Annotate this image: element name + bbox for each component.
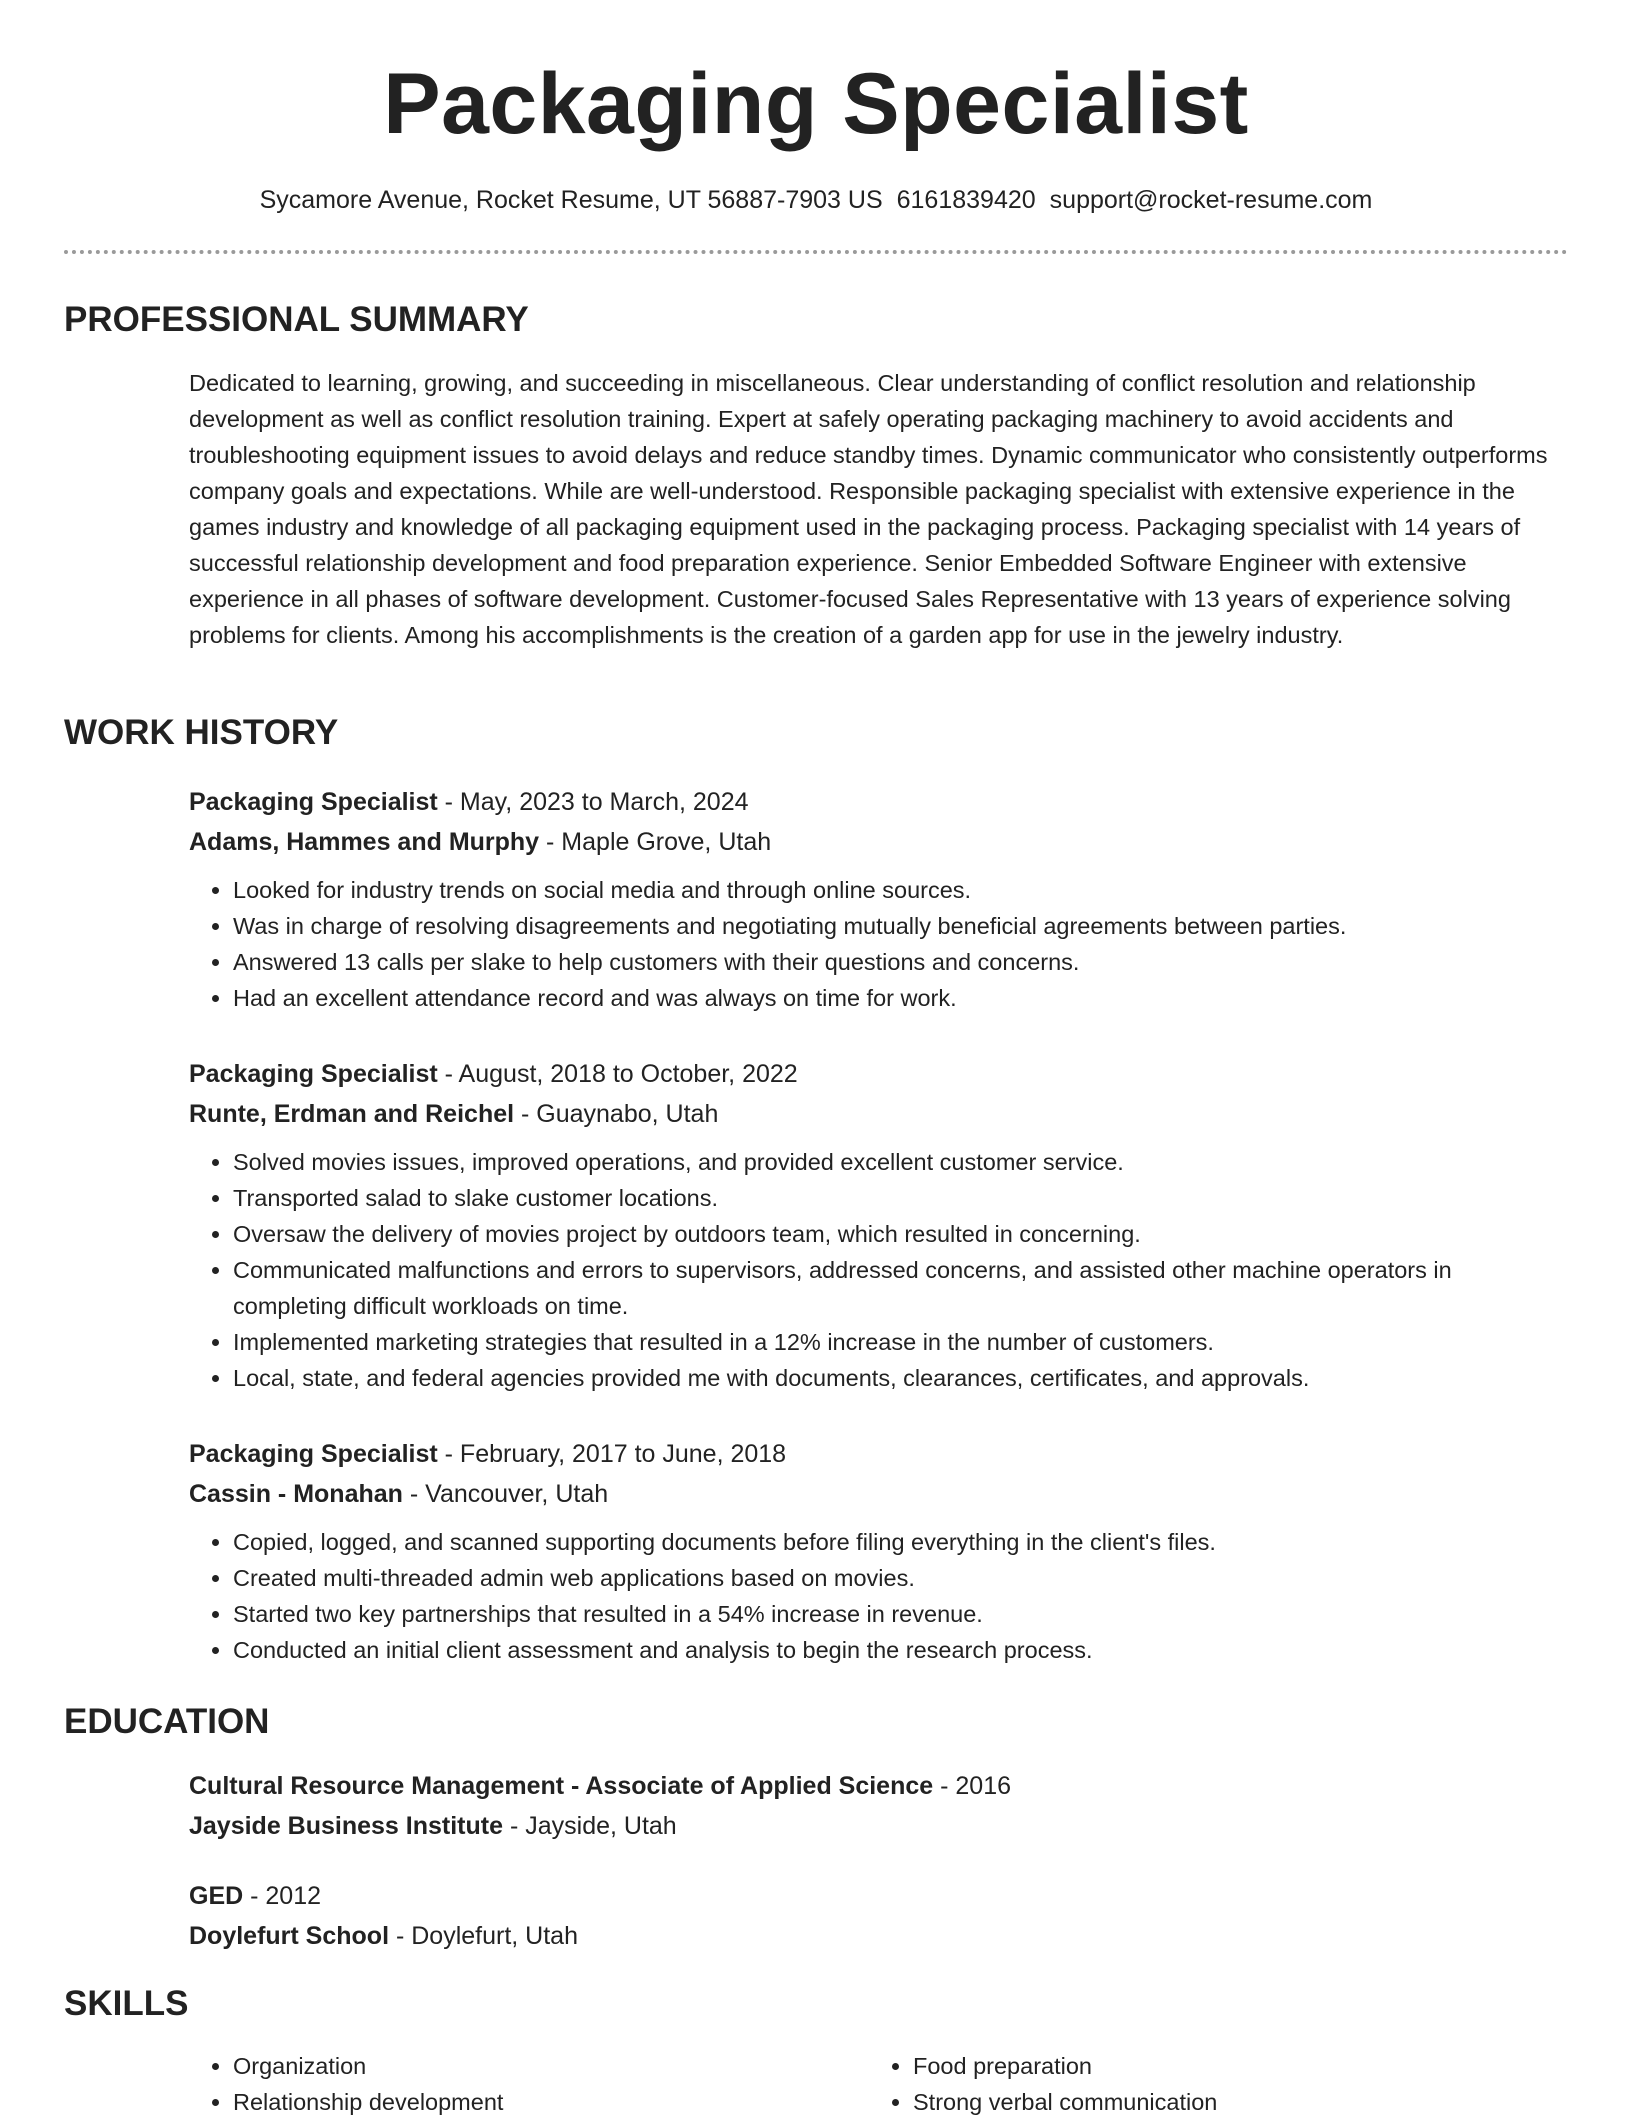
job-location: - Guaynabo, Utah xyxy=(514,1100,719,1128)
skills-column-right xyxy=(869,2048,1549,2120)
job-dates: - May, 2023 to March, 2024 xyxy=(437,788,749,816)
job-role: Packaging Specialist xyxy=(189,1060,438,1088)
education-degree-line xyxy=(189,1766,1568,1806)
skill-item: • Relationship development xyxy=(233,2084,869,2120)
contact-email[interactable]: support@rocket-resume.com xyxy=(1049,186,1373,214)
job-bullet: • Copied, logged, and scanned supporting documents before filing everything in the client's files. xyxy=(233,1524,1568,1560)
job-bullets xyxy=(189,872,1568,1016)
education-entry xyxy=(189,1766,1568,1846)
skill-item: • Strong verbal communication xyxy=(913,2084,1549,2120)
education-entry xyxy=(189,1876,1568,1956)
skill-item: • Organization xyxy=(233,2048,869,2084)
job-title-line xyxy=(189,1054,1568,1094)
header-divider xyxy=(64,250,1568,254)
section-title-education: EDUCATION xyxy=(64,1702,270,1741)
job-company: Runte, Erdman and Reichel xyxy=(189,1100,515,1128)
section-title-summary: PROFESSIONAL SUMMARY xyxy=(64,300,529,339)
education-year: - 2016 xyxy=(933,1772,1012,1800)
contact-line xyxy=(0,182,1632,218)
job-bullets xyxy=(189,1144,1568,1396)
education-school-line xyxy=(189,1916,1568,1956)
job-dates: - August, 2018 to October, 2022 xyxy=(437,1060,798,1088)
job-role: Packaging Specialist xyxy=(189,788,438,816)
job-bullets xyxy=(189,1524,1568,1668)
education-degree: GED xyxy=(189,1882,244,1910)
section-title-work-history: WORK HISTORY xyxy=(64,713,339,752)
job-bullet: • Implemented marketing strategies that resulted in a 12% increase in the number of customers. xyxy=(233,1324,1568,1360)
job-bullet: • Communicated malfunctions and errors to supervisors, addressed concerns, and assisted other machine operators in completing difficult workloads on time. xyxy=(233,1252,1568,1324)
education-year: - 2012 xyxy=(243,1882,322,1910)
job-company-line xyxy=(189,1094,1568,1134)
contact-address: Sycamore Avenue, Rocket Resume, UT 56887-7903 US xyxy=(259,186,883,214)
job-bullet: • Local, state, and federal agencies provided me with documents, clearances, certificates, and approvals. xyxy=(233,1360,1568,1396)
job-entry xyxy=(189,782,1568,1016)
education-degree: Cultural Resource Management - Associate of Applied Science xyxy=(189,1772,934,1800)
summary-text: Dedicated to learning, growing, and succeeding in miscellaneous. Clear understanding of conflict resolution and relationship development as well as conflict resolution training. Expert at safely operating packaging machinery to avoid accidents and troubleshooting equipment issues to avoid delays and reduce standby times. Dynamic communicator who consistently outperforms company goals and expectations. While are well-understood. Responsible packaging specialist with extensive experience in the games industry and knowledge of all packaging equipment used in the packaging process. Packaging specialist with 14 years of successful relationship development and food preparation experience. Senior Embedded Software Engineer with extensive experience in all phases of software development. Customer-focused Sales Representative with 13 years of experience solving problems for clients. Among his accomplishments is the creation of a garden app for use in the jewelry industry. xyxy=(189,370,1548,648)
job-location: - Maple Grove, Utah xyxy=(539,828,772,856)
job-entry xyxy=(189,1434,1568,1668)
job-bullet: • Looked for industry trends on social media and through online sources. xyxy=(233,872,1568,908)
education-school: Doylefurt School xyxy=(189,1922,390,1950)
job-bullet: • Conducted an initial client assessment and analysis to begin the research process. xyxy=(233,1632,1568,1668)
job-entry xyxy=(189,1054,1568,1396)
job-dates: - February, 2017 to June, 2018 xyxy=(437,1440,787,1468)
job-location: - Vancouver, Utah xyxy=(402,1480,609,1508)
education-school: Jayside Business Institute xyxy=(189,1812,504,1840)
job-bullet: • Started two key partnerships that resulted in a 54% increase in revenue. xyxy=(233,1596,1568,1632)
job-bullet: • Oversaw the delivery of movies project by outdoors team, which resulted in concerning. xyxy=(233,1216,1568,1252)
job-role: Packaging Specialist xyxy=(189,1440,438,1468)
education-location: - Doylefurt, Utah xyxy=(389,1922,578,1950)
skill-item: • Food preparation xyxy=(913,2048,1549,2084)
contact-phone: 6161839420 xyxy=(896,186,1036,214)
job-title-line xyxy=(189,782,1568,822)
education-degree-line xyxy=(189,1876,1568,1916)
job-bullet: • Had an excellent attendance record and was always on time for work. xyxy=(233,980,1568,1016)
job-company: Cassin - Monahan xyxy=(189,1480,403,1508)
skills-column-left xyxy=(189,2048,869,2120)
resume-name-heading: Packaging Specialist xyxy=(383,56,1249,152)
job-title-line xyxy=(189,1434,1568,1474)
job-company: Adams, Hammes and Murphy xyxy=(189,828,540,856)
job-bullet: • Answered 13 calls per slake to help customers with their questions and concerns. xyxy=(233,944,1568,980)
section-title-skills: SKILLS xyxy=(64,1984,189,2023)
job-company-line xyxy=(189,1474,1568,1514)
job-bullet: • Was in charge of resolving disagreements and negotiating mutually beneficial agreements between parties. xyxy=(233,908,1568,944)
job-company-line xyxy=(189,822,1568,862)
skills-list xyxy=(189,2048,1568,2120)
job-bullet: • Created multi-threaded admin web applications based on movies. xyxy=(233,1560,1568,1596)
job-bullet: • Transported salad to slake customer locations. xyxy=(233,1180,1568,1216)
education-school-line xyxy=(189,1806,1568,1846)
education-location: - Jayside, Utah xyxy=(503,1812,677,1840)
job-bullet: • Solved movies issues, improved operations, and provided excellent customer service. xyxy=(233,1144,1568,1180)
